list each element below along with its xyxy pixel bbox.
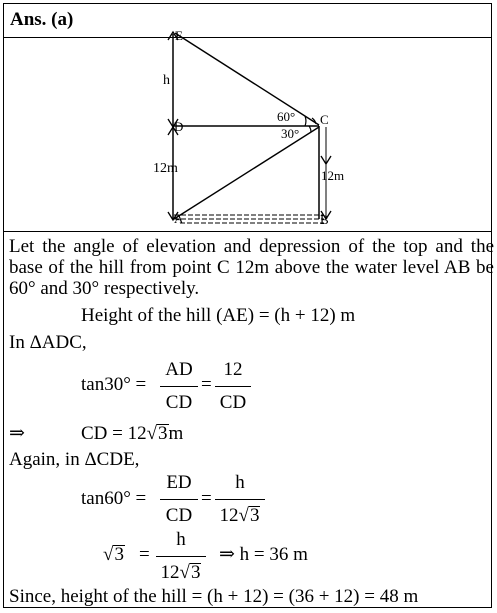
cd-unit: m bbox=[168, 423, 184, 444]
equals-sign: = bbox=[201, 488, 212, 509]
implies-symbol: ⇒ bbox=[9, 423, 25, 444]
sqrt-symbol: √ bbox=[146, 423, 158, 444]
fraction-denominator bbox=[220, 505, 261, 527]
fraction-h-12root3 bbox=[215, 472, 265, 527]
fraction-denominator: CD bbox=[165, 505, 193, 526]
label-angle-30: 30° bbox=[281, 126, 300, 141]
fraction-AD-CD bbox=[160, 359, 198, 414]
angle-arc-60 bbox=[305, 116, 306, 126]
intro-paragraph: Let the angle of elevation and depression of the top and the base of the hill from point C 12m above the water level AB be 60° and 30° respectively. bbox=[9, 236, 494, 299]
fraction-numerator: AD bbox=[165, 359, 193, 380]
fraction-denominator bbox=[161, 562, 202, 584]
cd-radicand: 3 bbox=[158, 423, 168, 444]
fraction-bar bbox=[160, 499, 198, 500]
in-adc-label: In ΔADC, bbox=[9, 332, 87, 353]
label-E: E bbox=[175, 28, 183, 43]
label-12m-left: 12m bbox=[153, 161, 178, 176]
fraction-numerator: h bbox=[176, 529, 186, 550]
height-of-hill-line: Height of the hill (AE) = (h + 12) m bbox=[81, 305, 356, 326]
den-radicand: 3 bbox=[190, 562, 201, 583]
fraction-numerator: 12 bbox=[223, 359, 243, 380]
fraction-denominator: CD bbox=[165, 392, 193, 413]
again-cde-label: Again, in ΔCDE, bbox=[9, 449, 140, 470]
sqrt-symbol: √ bbox=[179, 562, 190, 583]
sqrt-symbol: √ bbox=[238, 505, 249, 526]
answer-label: Ans. (a) bbox=[10, 9, 74, 30]
label-B: B bbox=[320, 212, 329, 227]
cd-result-lhs: CD = 12 bbox=[81, 423, 147, 444]
fraction-ED-CD bbox=[160, 472, 198, 527]
den-coefficient: 12 bbox=[219, 505, 239, 526]
angle-arc-30 bbox=[309, 126, 311, 132]
label-A: A bbox=[174, 211, 184, 226]
label-D: D bbox=[174, 119, 184, 134]
den-coefficient: 12 bbox=[160, 562, 180, 583]
fraction-12-CD bbox=[215, 359, 251, 414]
fraction-h-12root3-second bbox=[156, 529, 206, 584]
root3-lhs bbox=[103, 544, 125, 566]
fraction-bar bbox=[215, 499, 265, 500]
fraction-bar bbox=[156, 556, 206, 557]
fraction-numerator: h bbox=[235, 472, 245, 493]
label-h: h bbox=[163, 73, 170, 88]
tan30-lhs: tan30° = bbox=[81, 374, 147, 395]
equals-sign: = bbox=[139, 544, 150, 565]
line-EC bbox=[175, 33, 319, 125]
label-C: C bbox=[320, 112, 329, 127]
label-angle-60: 60° bbox=[277, 109, 296, 124]
fraction-numerator: ED bbox=[166, 472, 192, 493]
label-12m-right: 12m bbox=[321, 168, 345, 183]
equals-sign: = bbox=[201, 374, 212, 395]
fraction-bar bbox=[215, 386, 251, 387]
cd-result-line bbox=[81, 423, 183, 445]
fraction-bar bbox=[160, 386, 198, 387]
fraction-denominator: CD bbox=[219, 392, 247, 413]
h-result: ⇒ h = 36 m bbox=[219, 544, 308, 565]
conclusion-line: Since, height of the hill = (h + 12) = (36 + 12) = 48 m bbox=[9, 586, 419, 607]
root3-radicand: 3 bbox=[114, 544, 124, 565]
tan60-lhs: tan60° = bbox=[81, 488, 147, 509]
geometry-figure bbox=[0, 0, 497, 232]
sqrt-symbol: √ bbox=[103, 544, 114, 565]
den-radicand: 3 bbox=[249, 505, 260, 526]
